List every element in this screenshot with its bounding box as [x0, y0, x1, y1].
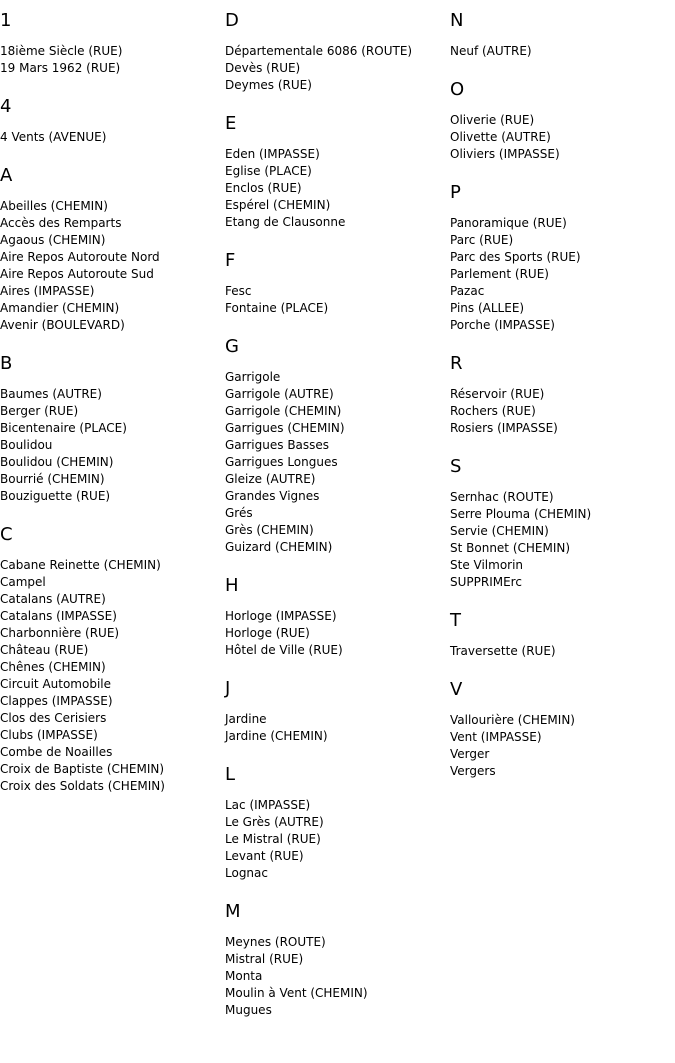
street-link[interactable]: Traversette (RUE): [450, 644, 556, 658]
street-link[interactable]: Enclos (RUE): [225, 181, 302, 195]
list-item: [450, 283, 675, 300]
list-item: [450, 763, 675, 780]
street-link[interactable]: Grés: [225, 506, 253, 520]
list-item: [450, 746, 675, 763]
list-item: [225, 471, 450, 488]
street-list: [450, 712, 675, 780]
street-link[interactable]: Clappes (IMPASSE): [0, 694, 113, 708]
list-item: [0, 266, 225, 283]
street-link[interactable]: Garrigues Longues: [225, 455, 338, 469]
list-item: [225, 488, 450, 505]
street-link[interactable]: Vent (IMPASSE): [450, 730, 542, 744]
section-letter-heading: C: [0, 524, 13, 545]
section-letter-heading: D: [225, 10, 239, 31]
list-item: [225, 985, 450, 1002]
street-link[interactable]: Garrigues (CHEMIN): [225, 421, 345, 435]
street-link[interactable]: Espérel (CHEMIN): [225, 198, 331, 212]
street-link[interactable]: Baumes (AUTRE): [0, 387, 102, 401]
street-link[interactable]: Mistral (RUE): [225, 952, 304, 966]
list-item: [225, 420, 450, 437]
street-link[interactable]: Fesc: [225, 284, 252, 298]
list-item: [0, 198, 225, 215]
street-link[interactable]: Croix de Baptiste (CHEMIN): [0, 762, 165, 776]
list-item: [225, 848, 450, 865]
list-item: [0, 693, 225, 710]
list-item: [450, 712, 675, 729]
street-link[interactable]: Campel: [0, 575, 46, 589]
list-item: [225, 180, 450, 197]
street-link[interactable]: Porche (IMPASSE): [450, 318, 555, 332]
street-link[interactable]: Pins (ALLEE): [450, 301, 525, 315]
list-item: [450, 557, 675, 574]
list-item: [225, 865, 450, 882]
section-letter-heading: 1: [0, 10, 12, 31]
list-item: [450, 540, 675, 557]
street-link[interactable]: Rosiers (IMPASSE): [450, 421, 558, 435]
street-link[interactable]: Grandes Vignes: [225, 489, 320, 503]
list-item: [450, 249, 675, 266]
list-item: [450, 43, 675, 60]
section-letter-heading: O: [450, 79, 465, 100]
list-item: [0, 386, 225, 403]
list-item: [225, 214, 450, 231]
street-link[interactable]: Neuf (AUTRE): [450, 44, 532, 58]
list-item: [0, 727, 225, 744]
street-link[interactable]: Parc des Sports (RUE): [450, 250, 581, 264]
street-link[interactable]: Cabane Reinette (CHEMIN): [0, 558, 161, 572]
list-item: [0, 317, 225, 334]
street-link[interactable]: Abeilles (CHEMIN): [0, 199, 108, 213]
street-link[interactable]: Eden (IMPASSE): [225, 147, 320, 161]
street-link[interactable]: Levant (RUE): [225, 849, 304, 863]
street-link[interactable]: Avenir (BOULEVARD): [0, 318, 125, 332]
street-link[interactable]: Oliverie (RUE): [450, 113, 535, 127]
letter-section: [450, 679, 675, 780]
list-item: [0, 744, 225, 761]
street-link[interactable]: Catalans (AUTRE): [0, 592, 106, 606]
list-item: [450, 386, 675, 403]
list-item: [225, 968, 450, 985]
list-item: [225, 163, 450, 180]
list-item: [0, 300, 225, 317]
list-item: [225, 77, 450, 94]
letter-section: [0, 165, 225, 334]
street-link[interactable]: Chênes (CHEMIN): [0, 660, 106, 674]
letter-section: [225, 678, 450, 745]
list-item: [225, 608, 450, 625]
list-item: [450, 146, 675, 163]
list-item: [0, 761, 225, 778]
list-item: [450, 574, 675, 591]
list-item: [0, 625, 225, 642]
street-link[interactable]: Parlement (RUE): [450, 267, 549, 281]
list-item: [225, 831, 450, 848]
section-letter-heading: J: [225, 678, 231, 699]
street-link[interactable]: SUPPRIMErc: [450, 575, 522, 589]
list-item: [225, 797, 450, 814]
list-item: [450, 403, 675, 420]
street-link[interactable]: Meynes (ROUTE): [225, 935, 326, 949]
section-letter-heading: B: [0, 353, 13, 374]
list-item: [450, 489, 675, 506]
list-item: [225, 951, 450, 968]
letter-section: [0, 10, 225, 77]
letter-section: [450, 10, 675, 60]
street-list: [225, 934, 450, 1019]
street-list: [225, 608, 450, 659]
list-item: [0, 420, 225, 437]
list-item: [450, 112, 675, 129]
list-item: [225, 386, 450, 403]
street-list: [225, 43, 450, 94]
street-index-column-1: [0, 10, 225, 814]
list-item: [0, 591, 225, 608]
list-item: [225, 43, 450, 60]
street-link[interactable]: Rochers (RUE): [450, 404, 536, 418]
street-link[interactable]: 4 Vents (AVENUE): [0, 130, 107, 144]
street-link[interactable]: Boulidou (CHEMIN): [0, 455, 114, 469]
list-item: [0, 232, 225, 249]
street-link[interactable]: 18ième Siècle (RUE): [0, 44, 123, 58]
list-item: [0, 215, 225, 232]
list-item: [0, 454, 225, 471]
street-link[interactable]: Garrigole (AUTRE): [225, 387, 334, 401]
list-item: [0, 557, 225, 574]
list-item: [0, 574, 225, 591]
list-item: [225, 403, 450, 420]
street-link[interactable]: Bouziguette (RUE): [0, 489, 111, 503]
list-item: [0, 283, 225, 300]
street-link[interactable]: Clos des Cerisiers: [0, 711, 107, 725]
street-link[interactable]: Agaous (CHEMIN): [0, 233, 106, 247]
street-link[interactable]: Garrigole: [225, 370, 281, 384]
section-letter-heading: H: [225, 575, 239, 596]
list-item: [0, 129, 225, 146]
street-link[interactable]: Garrigues Basses: [225, 438, 330, 452]
list-item: [0, 676, 225, 693]
list-item: [225, 60, 450, 77]
street-list: [0, 386, 225, 505]
street-list: [450, 112, 675, 163]
street-link[interactable]: Réservoir (RUE): [450, 387, 545, 401]
section-letter-heading: A: [0, 165, 13, 186]
street-list: [0, 43, 225, 77]
letter-section: [0, 353, 225, 505]
street-link[interactable]: Grès (CHEMIN): [225, 523, 314, 537]
street-list: [450, 215, 675, 334]
list-item: [225, 814, 450, 831]
street-link[interactable]: Servie (CHEMIN): [450, 524, 549, 538]
letter-section: [450, 353, 675, 437]
letter-section: [450, 610, 675, 660]
street-link[interactable]: Horloge (IMPASSE): [225, 609, 337, 623]
letter-section: [225, 336, 450, 556]
list-item: [0, 403, 225, 420]
list-item: [225, 711, 450, 728]
list-item: [450, 215, 675, 232]
list-item: [225, 505, 450, 522]
street-link[interactable]: Pazac: [450, 284, 485, 298]
list-item: [0, 249, 225, 266]
list-item: [225, 197, 450, 214]
street-link[interactable]: Fontaine (PLACE): [225, 301, 329, 315]
list-item: [225, 934, 450, 951]
list-item: [225, 369, 450, 386]
section-letter-heading: N: [450, 10, 464, 31]
street-list: [225, 283, 450, 317]
street-link[interactable]: Amandier (CHEMIN): [0, 301, 120, 315]
list-item: [450, 266, 675, 283]
street-link[interactable]: Oliviers (IMPASSE): [450, 147, 560, 161]
letter-section: [225, 250, 450, 317]
street-link[interactable]: Monta: [225, 969, 263, 983]
street-list: [450, 643, 675, 660]
street-link[interactable]: Jardine (CHEMIN): [225, 729, 328, 743]
street-link[interactable]: Lognac: [225, 866, 268, 880]
letter-section: [225, 901, 450, 1019]
street-link[interactable]: Serre Plouma (CHEMIN): [450, 507, 592, 521]
street-link[interactable]: Lac (IMPASSE): [225, 798, 311, 812]
letter-section: [450, 456, 675, 591]
section-letter-heading: F: [225, 250, 236, 271]
street-link[interactable]: Clubs (IMPASSE): [0, 728, 98, 742]
street-list: [225, 369, 450, 556]
street-index-column-2: [225, 10, 450, 1038]
section-letter-heading: T: [450, 610, 461, 631]
list-item: [225, 437, 450, 454]
street-link[interactable]: Charbonnière (RUE): [0, 626, 120, 640]
letter-section: [0, 96, 225, 146]
list-item: [225, 522, 450, 539]
street-link[interactable]: Sernhac (ROUTE): [450, 490, 554, 504]
list-item: [0, 710, 225, 727]
list-item: [450, 506, 675, 523]
section-letter-heading: M: [225, 901, 241, 922]
section-letter-heading: S: [450, 456, 462, 477]
list-item: [0, 642, 225, 659]
list-item: [225, 728, 450, 745]
list-item: [0, 471, 225, 488]
street-link[interactable]: Bourrié (CHEMIN): [0, 472, 105, 486]
list-item: [450, 420, 675, 437]
street-link[interactable]: Devès (RUE): [225, 61, 301, 75]
letter-section: [225, 764, 450, 882]
street-link[interactable]: Catalans (IMPASSE): [0, 609, 117, 623]
section-letter-heading: E: [225, 113, 237, 134]
street-link[interactable]: Moulin à Vent (CHEMIN): [225, 986, 368, 1000]
street-list: [225, 146, 450, 231]
list-item: [0, 60, 225, 77]
list-item: [450, 300, 675, 317]
street-link[interactable]: Ste Vilmorin: [450, 558, 524, 572]
street-link[interactable]: Verger: [450, 747, 490, 761]
street-link[interactable]: Panoramique (RUE): [450, 216, 567, 230]
street-link[interactable]: Olivette (AUTRE): [450, 130, 551, 144]
street-link[interactable]: Combe de Noailles: [0, 745, 113, 759]
street-link[interactable]: Croix des Soldats (CHEMIN): [0, 779, 165, 793]
letter-section: [225, 113, 450, 231]
list-item: [225, 625, 450, 642]
section-letter-heading: P: [450, 182, 461, 203]
street-link[interactable]: Accès des Remparts: [0, 216, 122, 230]
street-link[interactable]: Hôtel de Ville (RUE): [225, 643, 343, 657]
list-item: [225, 539, 450, 556]
street-link[interactable]: Parc (RUE): [450, 233, 514, 247]
street-link[interactable]: 19 Mars 1962 (RUE): [0, 61, 121, 75]
list-item: [450, 232, 675, 249]
list-item: [450, 129, 675, 146]
street-link[interactable]: Mugues: [225, 1003, 272, 1017]
street-list: [450, 386, 675, 437]
list-item: [0, 608, 225, 625]
street-list: [0, 557, 225, 795]
letter-section: [450, 182, 675, 334]
letter-section: [225, 575, 450, 659]
section-letter-heading: 4: [0, 96, 12, 117]
list-item: [450, 729, 675, 746]
street-link[interactable]: Gleize (AUTRE): [225, 472, 316, 486]
street-link[interactable]: Bicentenaire (PLACE): [0, 421, 127, 435]
street-list: [0, 129, 225, 146]
street-link[interactable]: Aire Repos Autoroute Sud: [0, 267, 154, 281]
list-item: [0, 778, 225, 795]
street-list: [225, 711, 450, 745]
street-link[interactable]: Jardine: [225, 712, 267, 726]
list-item: [450, 643, 675, 660]
street-list: [0, 198, 225, 334]
list-item: [450, 523, 675, 540]
section-letter-heading: L: [225, 764, 236, 785]
list-item: [450, 317, 675, 334]
street-link[interactable]: Garrigole (CHEMIN): [225, 404, 342, 418]
list-item: [225, 300, 450, 317]
letter-section: [0, 524, 225, 795]
street-link[interactable]: Le Grès (AUTRE): [225, 815, 324, 829]
list-item: [225, 642, 450, 659]
list-item: [225, 454, 450, 471]
list-item: [225, 283, 450, 300]
street-link[interactable]: Circuit Automobile: [0, 677, 111, 691]
list-item: [0, 488, 225, 505]
list-item: [225, 1002, 450, 1019]
section-letter-heading: V: [450, 679, 463, 700]
list-item: [0, 659, 225, 676]
street-link[interactable]: Eglise (PLACE): [225, 164, 312, 178]
letter-section: [450, 79, 675, 163]
street-link[interactable]: Château (RUE): [0, 643, 89, 657]
street-link[interactable]: Berger (RUE): [0, 404, 79, 418]
street-list: [225, 797, 450, 882]
street-link[interactable]: Horloge (RUE): [225, 626, 310, 640]
street-link[interactable]: Deymes (RUE): [225, 78, 312, 92]
street-link[interactable]: Aires (IMPASSE): [0, 284, 95, 298]
street-link[interactable]: Vallourière (CHEMIN): [450, 713, 575, 727]
street-link[interactable]: St Bonnet (CHEMIN): [450, 541, 571, 555]
list-item: [225, 146, 450, 163]
street-link[interactable]: Vergers: [450, 764, 496, 778]
list-item: [0, 437, 225, 454]
street-link[interactable]: Départementale 6086 (ROUTE): [225, 44, 413, 58]
street-link[interactable]: Guizard (CHEMIN): [225, 540, 333, 554]
letter-section: [225, 10, 450, 94]
street-index-column-3: [450, 10, 675, 799]
section-letter-heading: G: [225, 336, 239, 357]
section-letter-heading: R: [450, 353, 463, 374]
street-link[interactable]: Aire Repos Autoroute Nord: [0, 250, 160, 264]
list-item: [0, 43, 225, 60]
street-link[interactable]: Boulidou: [0, 438, 53, 452]
street-link[interactable]: Etang de Clausonne: [225, 215, 346, 229]
street-list: [450, 489, 675, 591]
street-list: [450, 43, 675, 60]
street-link[interactable]: Le Mistral (RUE): [225, 832, 321, 846]
